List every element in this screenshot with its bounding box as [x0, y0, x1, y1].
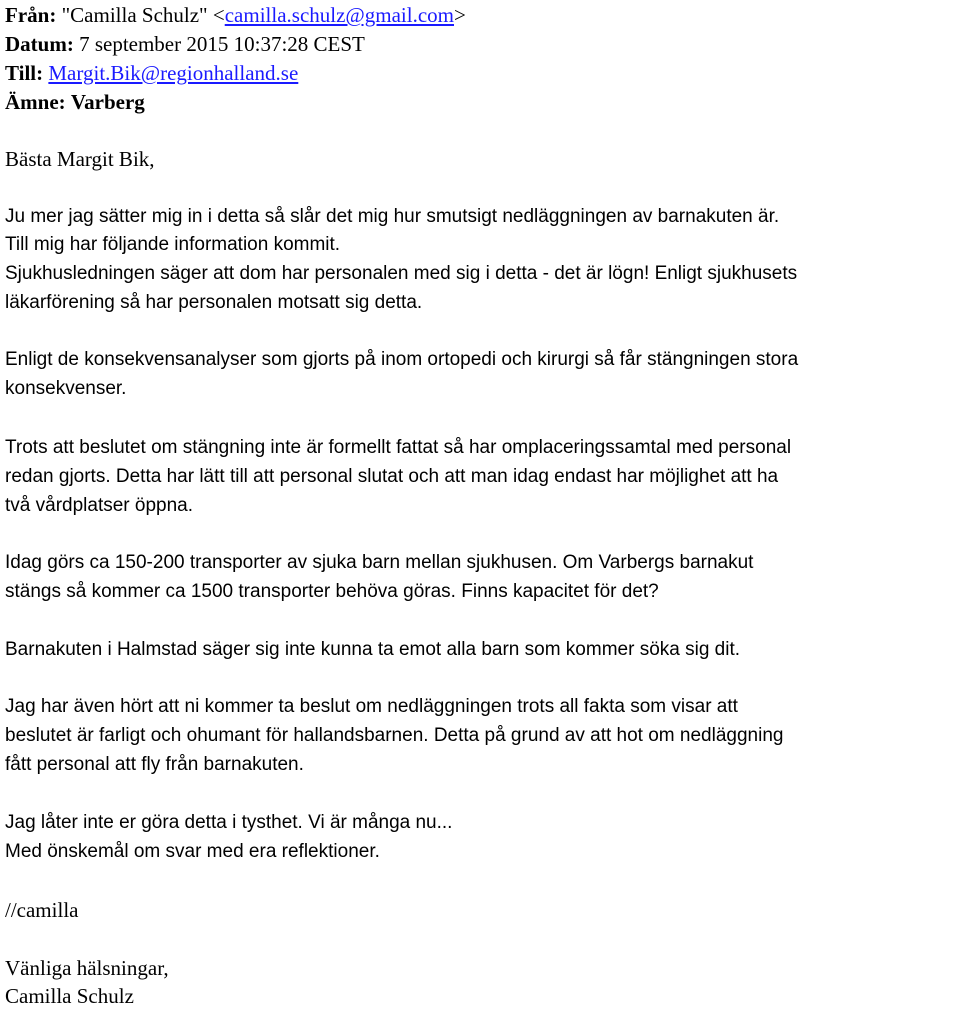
p3-line-2: redan gjorts. Detta har lätt till att personal slutat och att man idag endast har möjlighet att ha: [5, 466, 779, 487]
date-value: 7 september 2015 10:37:28 CEST: [79, 32, 365, 56]
p3-line-3: två vårdplatser öppna.: [5, 495, 194, 516]
to-email-link[interactable]: Margit.Bik@regionhalland.se: [48, 61, 299, 85]
p6-line-2: beslutet är farligt och ohumant för hallandsbarnen. Detta på grund av att hot om nedläggning: [5, 725, 784, 746]
p7-line-1: Jag låter inte er göra detta i tysthet. Vi är många nu...: [5, 812, 453, 833]
p1-line-4: läkarförening så har personalen motsatt sig detta.: [5, 292, 423, 313]
from-email-link[interactable]: camilla.schulz@gmail.com: [224, 3, 454, 27]
p1-line-3: Sjukhusledningen säger att dom har personalen med sig i detta - det är lögn! Enligt sjukhusets: [5, 263, 798, 284]
subject-line: [5, 88, 145, 117]
from-label: Från:: [5, 3, 57, 27]
greeting: Bästa Margit Bik,: [5, 147, 155, 171]
p1-line-2: Till mig har följande information kommit.: [5, 234, 341, 255]
subject-label: Ämne:: [5, 90, 66, 114]
signature: //camilla: [5, 898, 79, 922]
to-line: [5, 59, 298, 88]
p6-line-1: Jag har även hört att ni kommer ta beslut om nedläggningen trots all fakta som visar att: [5, 696, 738, 717]
from-line: [5, 1, 466, 30]
p4-line-2: stängs så kommer ca 1500 transporter behöva göras. Finns kapacitet för det?: [5, 581, 659, 602]
closing-line-2: Camilla Schulz: [5, 984, 134, 1008]
p6-line-3: fått personal att fly från barnakuten.: [5, 754, 304, 775]
p5-line-1: Barnakuten i Halmstad säger sig inte kunna ta emot alla barn som kommer söka sig dit.: [5, 639, 741, 660]
date-line: [5, 30, 365, 59]
p7-line-2: Med önskemål om svar med era reflektioner.: [5, 841, 380, 862]
p2-line-1: Enligt de konsekvensanalyser som gjorts på inom ortopedi och kirurgi så får stängningen stora: [5, 349, 799, 370]
p2-line-2: konsekvenser.: [5, 378, 127, 399]
from-end: >: [454, 3, 466, 27]
from-name: "Camilla Schulz" <: [61, 3, 225, 27]
subject-value: Varberg: [70, 90, 145, 114]
to-label: Till:: [5, 61, 44, 85]
closing-line-1: Vänliga hälsningar,: [5, 956, 169, 980]
date-label: Datum:: [5, 32, 74, 56]
p1-line-1: Ju mer jag sätter mig in i detta så slår det mig hur smutsigt nedläggningen av barnakuten är.: [5, 206, 780, 227]
p4-line-1: Idag görs ca 150-200 transporter av sjuka barn mellan sjukhusen. Om Varbergs barnakut: [5, 552, 754, 573]
p3-line-1: Trots att beslutet om stängning inte är formellt fattat så har omplaceringssamtal med personal: [5, 437, 792, 458]
